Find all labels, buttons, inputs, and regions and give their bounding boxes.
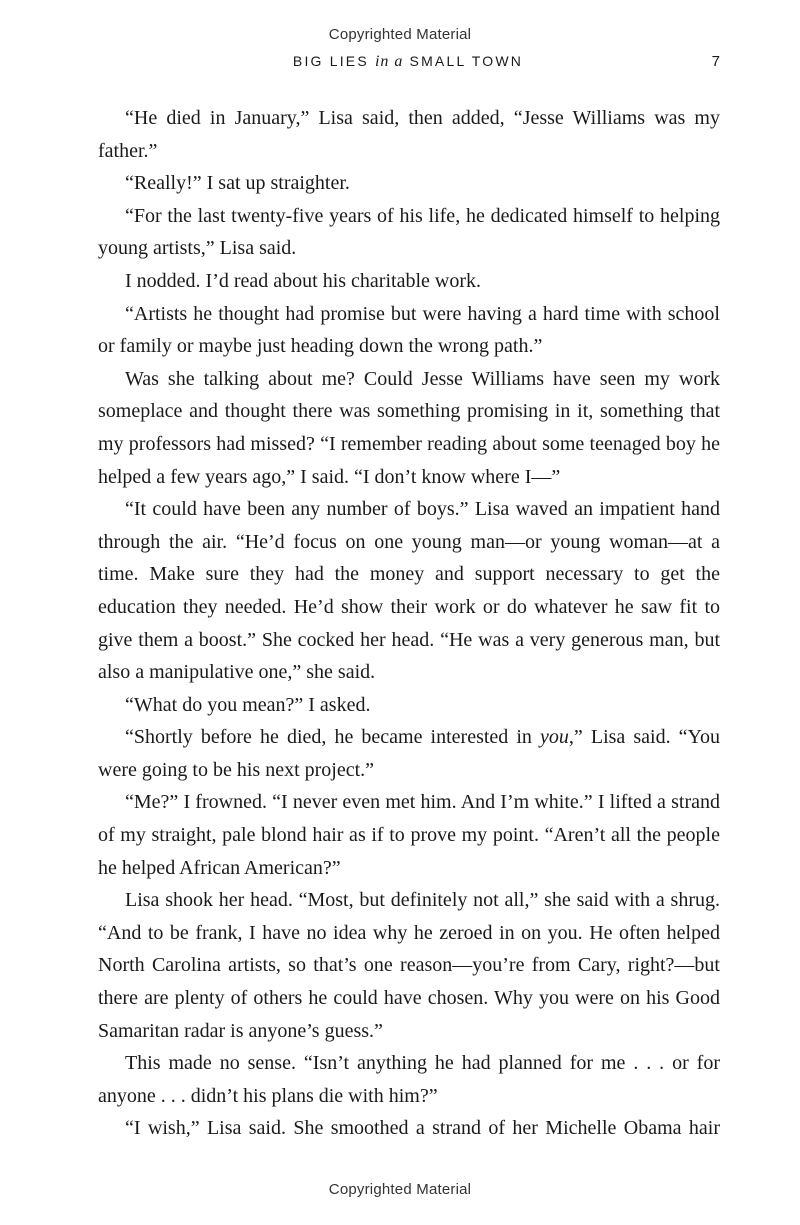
emphasis-text: you bbox=[540, 726, 569, 749]
paragraph bbox=[98, 721, 720, 786]
paragraph: Was she talking about me? Could Jesse Williams have seen my work someplace and thought there was something promising in it, something that my professors had missed? “I remember reading about some teenaged boy he helped a few years ago,” I said. “I don’t know where I—” bbox=[98, 367, 720, 488]
copyright-watermark-bottom: Copyrighted Material bbox=[328, 1181, 472, 1198]
paragraph: “He died in January,” Lisa said, then added, “Jesse Williams was my father.” bbox=[98, 107, 720, 162]
paragraph: “For the last twenty-five years of his life, he dedicated himself to helping young artists,” Lisa said. bbox=[98, 204, 720, 260]
paragraph: “Really!” I sat up straighter. bbox=[125, 172, 350, 195]
paragraph: “It could have been any number of boys.” Lisa waved an impatient hand through the air. “He’d focus on one young man—or young woman—at a time. Make sure they had the money and support necessary to get the education they needed. He’d show their work or do whatever he saw fit to give them a boost.” She cocked her head. “He was a very generous man, but also a manipulative one,” she said. bbox=[98, 498, 720, 684]
paragraph: Lisa shook her head. “Most, but definitely not all,” she said with a shrug. “And to be frank, I have no idea why he zeroed in on you. He often helped North Carolina artists, so that’s one reason—you’re from Cary, right?—but there are plenty of others he could have chosen. Why you were on his Good Samaritan radar is anyone’s guess.” bbox=[98, 889, 720, 1042]
paragraph: “What do you mean?” I asked. bbox=[125, 693, 371, 716]
running-head bbox=[0, 53, 800, 75]
paragraph-continued: “I wish,” Lisa said. She smoothed a strand of her Michelle Obama hair bbox=[125, 1117, 720, 1140]
paragraph: “Artists he thought had promise but were having a hard time with school or family or maybe just heading down the wrong path.” bbox=[98, 302, 720, 358]
text-body bbox=[98, 102, 720, 1145]
paragraph: This made no sense. “Isn’t anything he had planned for me . . . or for anyone . . . didn’t his plans die with him?” bbox=[98, 1052, 720, 1107]
copyright-watermark-top: Copyrighted Material bbox=[328, 26, 472, 43]
text-run: “Shortly before he died, he became interested in bbox=[125, 726, 541, 749]
paragraph: “Me?” I frowned. “I never even met him. And I’m white.” I lifted a strand of my straight, pale blond hair as if to prove my point. “Aren’t all the people he helped African American?” bbox=[98, 791, 720, 879]
title-italic: in a bbox=[374, 53, 404, 70]
paragraph: I nodded. I’d read about his charitable work. bbox=[125, 269, 481, 292]
book-title bbox=[0, 53, 800, 71]
text-run: ,” Lisa said. “You were going to be his next project.” bbox=[98, 726, 720, 781]
title-start: BIG LIES bbox=[292, 53, 369, 69]
title-end: SMALL TOWN bbox=[409, 53, 524, 69]
page-number: 7 bbox=[711, 53, 720, 70]
